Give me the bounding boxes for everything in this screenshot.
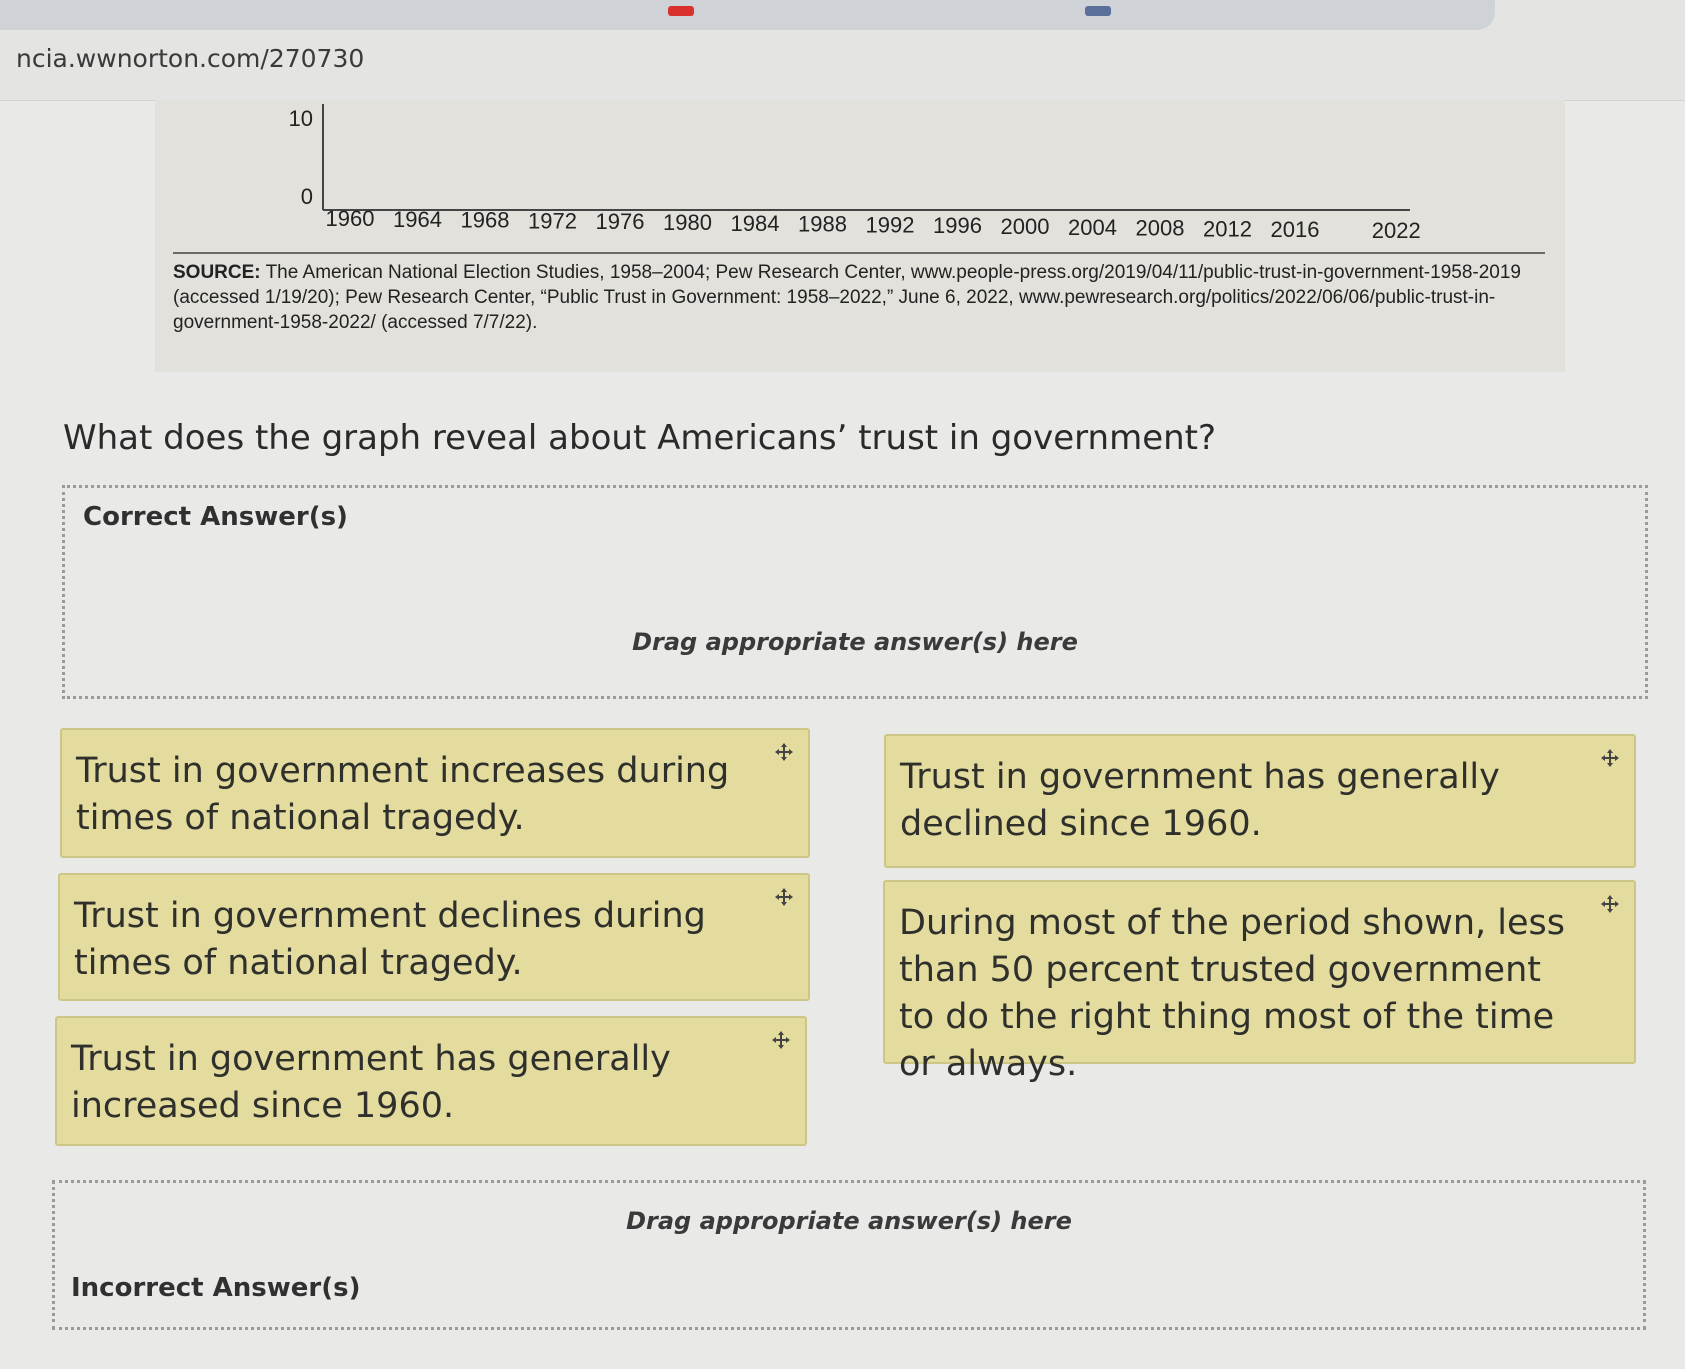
y-tick-labels — [289, 106, 313, 209]
browser-toolbar — [0, 0, 1685, 101]
tab-favicon — [668, 6, 694, 16]
correct-dropzone-hint: Drag appropriate answer(s) here — [632, 628, 1078, 656]
x-tick-label: 1964 — [393, 206, 442, 232]
x-tick-label: 2012 — [1203, 216, 1252, 242]
x-tick-label: 1960 — [325, 206, 375, 231]
x-tick-label: 1984 — [730, 210, 780, 236]
move-arrows-icon — [1600, 894, 1620, 914]
correct-answers-title: Correct Answer(s) — [83, 502, 348, 532]
answer-card-text: Trust in government has generally declined since 1960. — [900, 757, 1500, 844]
x-tick-label: 1980 — [663, 210, 712, 235]
answer-card-text: Trust in government has generally increased since 1960. — [71, 1039, 671, 1126]
answer-card[interactable] — [60, 728, 810, 858]
answer-card-text: Trust in government increases during times of national tragedy. — [76, 751, 730, 838]
x-tick-label: 2000 — [1000, 214, 1050, 239]
x-tick-label: 1996 — [933, 213, 982, 239]
figure-card — [155, 100, 1565, 372]
x-tick-label: 1988 — [798, 211, 847, 237]
x-tick-label: 2022 — [1371, 218, 1421, 243]
source-label: SOURCE: — [173, 262, 261, 283]
move-arrows-icon — [771, 1030, 791, 1050]
incorrect-dropzone-hint: Drag appropriate answer(s) here — [626, 1207, 1072, 1235]
x-tick-label: 1968 — [460, 207, 510, 233]
answer-card-text: Trust in government declines during times of national tragedy. — [74, 896, 706, 983]
address-bar-url[interactable]: ncia.wwnorton.com/270730 — [16, 44, 365, 73]
move-arrows-icon — [774, 887, 794, 907]
move-arrows-icon — [1600, 748, 1620, 768]
answer-card[interactable] — [883, 880, 1636, 1084]
x-tick-label: 2004 — [1068, 214, 1117, 240]
answer-card[interactable] — [884, 734, 1636, 868]
answer-card-text: During most of the period shown, less than 50 percent trusted government to do the right thing most of the time or always. — [899, 903, 1566, 1084]
x-tick-labels — [326, 206, 1421, 243]
x-tick-label: 1976 — [595, 209, 645, 235]
x-tick-label: 1992 — [865, 212, 915, 238]
incorrect-answers-title: Incorrect Answer(s) — [71, 1273, 361, 1303]
answer-card[interactable] — [55, 1016, 807, 1146]
source-divider — [173, 252, 1545, 254]
tab-favicon — [1085, 6, 1111, 16]
x-tick-label: 2016 — [1270, 217, 1320, 243]
browser-tab-strip[interactable] — [0, 0, 1495, 30]
y-tick-label: 0 — [300, 184, 313, 209]
source-note — [173, 260, 1545, 335]
x-tick-label: 2008 — [1135, 215, 1185, 241]
y-tick-label: 10 — [288, 106, 313, 131]
correct-answers-dropzone[interactable] — [62, 485, 1648, 699]
source-text: The American National Election Studies, 1958–2004; Pew Research Center, www.people-press.org/2019/04/11/public-trust-in-government-1958-2019 (accessed 1/19/20); Pew Research Center, “Public Trust in Government: 1958–2022,” June 6, 2022, www.pewresearch.org/politics/2022/06/06/public-trust-in-government-1958-2022/ (accessed 7/7/22). — [173, 262, 1521, 333]
move-arrows-icon — [774, 742, 794, 762]
x-tick-label: 1972 — [528, 208, 577, 234]
incorrect-answers-dropzone[interactable] — [52, 1180, 1646, 1330]
question-text: What does the graph reveal about Americans’ trust in government? — [63, 418, 1217, 458]
trust-chart — [155, 100, 1565, 250]
answer-card[interactable] — [58, 873, 810, 1001]
